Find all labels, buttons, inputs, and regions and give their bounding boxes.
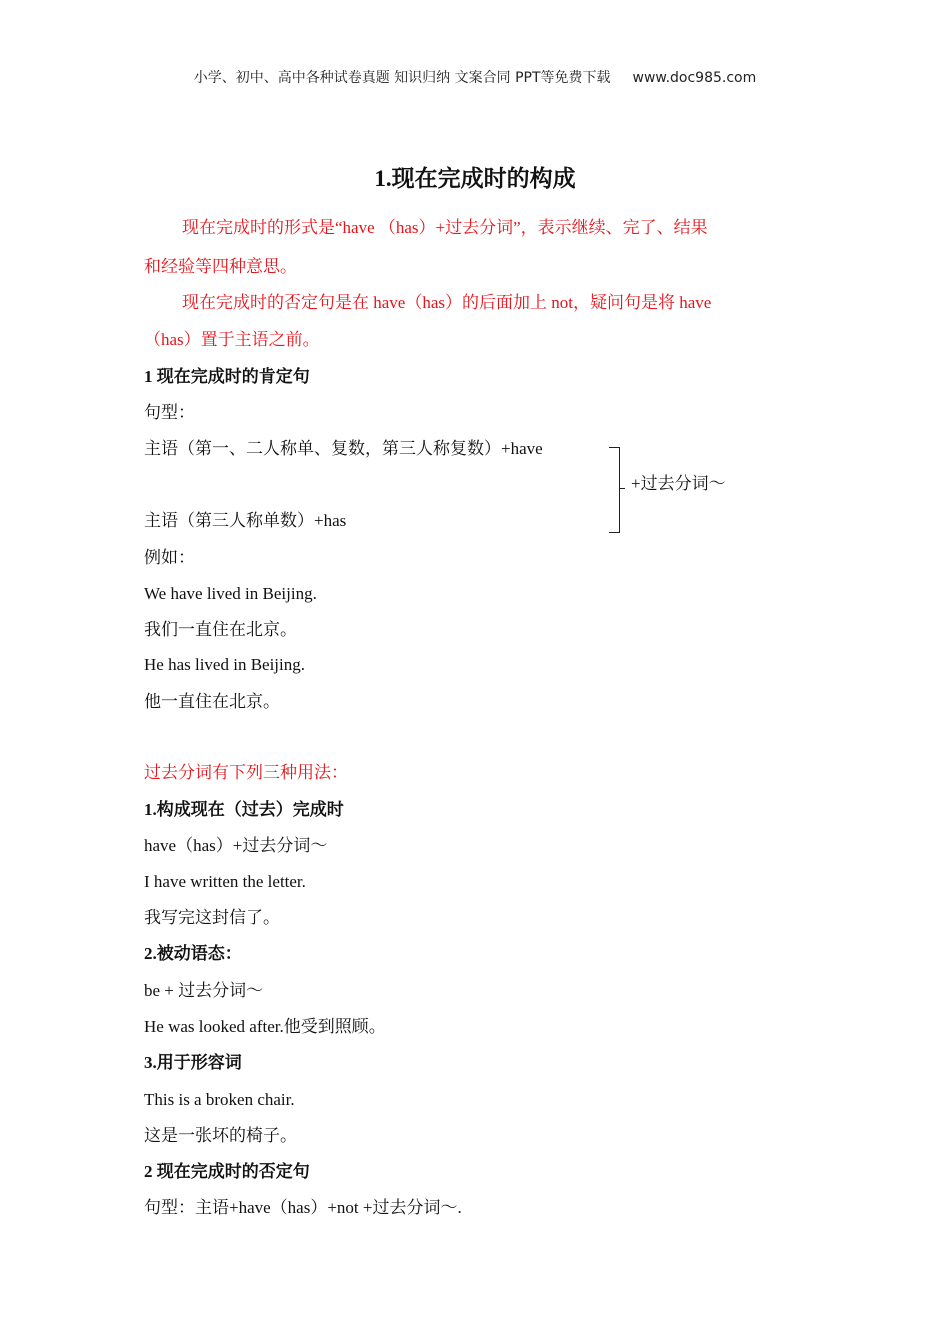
- usage1-heading: 1.构成现在（过去）完成时: [144, 800, 344, 819]
- subject-singular-rule: 主语（第三人称单数）+has: [144, 511, 347, 530]
- header-url[interactable]: www.doc985.com: [632, 70, 757, 86]
- pattern-label: 句型：: [144, 403, 195, 422]
- section2-pattern: 句型：主语+have（has）+not +过去分词～.: [144, 1198, 462, 1217]
- intro-p1-line2: 和经验等四种意思。: [144, 257, 297, 276]
- usage2-example: He was looked after.他受到照顾。: [144, 1017, 386, 1036]
- example1-zh: 我们一直住在北京。: [144, 620, 297, 639]
- section1-heading: 1 现在完成时的肯定句: [144, 367, 310, 386]
- brace-result: +过去分词～: [631, 474, 726, 493]
- usage3-example-zh: 这是一张坏的椅子。: [144, 1126, 297, 1145]
- usage2-heading: 2.被动语态：: [144, 944, 242, 963]
- example1-en: We have lived in Beijing.: [144, 584, 317, 603]
- header-text: 小学、初中、高中各种试卷真题 知识归纳 文案合同 PPT等免费下载: [193, 70, 611, 86]
- example-label: 例如：: [144, 548, 195, 567]
- intro-p2-line2: （has）置于主语之前。: [144, 330, 320, 349]
- usage2-pattern: be + 过去分词～: [144, 981, 264, 1000]
- page-header: [0, 67, 950, 87]
- intro-p2-line1: 现在完成时的否定句是在 have（has）的后面加上 not，疑问句是将 have: [182, 293, 712, 312]
- usage-heading: 过去分词有下列三种用法：: [144, 763, 348, 782]
- example2-zh: 他一直住在北京。: [144, 692, 280, 711]
- usage3-example-en: This is a broken chair.: [144, 1090, 295, 1109]
- intro-p1-line1: 现在完成时的形式是“have （has）+过去分词”，表示继续、完了、结果: [182, 218, 708, 237]
- usage1-pattern: have（has）+过去分词～: [144, 836, 328, 855]
- section2-heading: 2 现在完成时的否定句: [144, 1162, 310, 1181]
- page-title: 1.现在完成时的构成: [374, 166, 576, 191]
- example2-en: He has lived in Beijing.: [144, 655, 306, 674]
- usage1-example-en: I have written the letter.: [144, 872, 306, 891]
- subject-plural-rule: 主语（第一、二人称单、复数，第三人称复数）+have: [144, 439, 543, 458]
- usage3-heading: 3.用于形容词: [144, 1053, 242, 1072]
- usage1-example-zh: 我写完这封信了。: [144, 908, 280, 927]
- bracket-brace: [609, 447, 620, 533]
- bracket-tick: [619, 488, 625, 489]
